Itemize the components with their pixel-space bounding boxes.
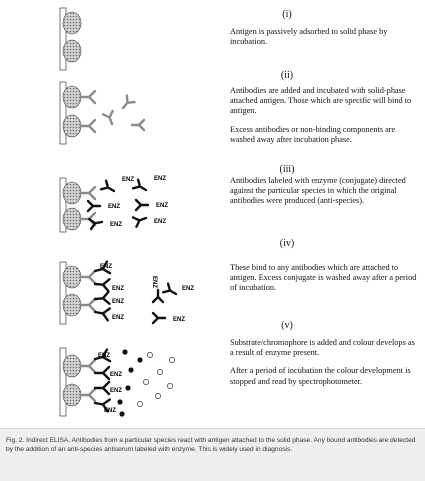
step-paragraph: Antibodies are added and incubated with solid-phase attached antigen. Those which are specific will bind to antigen. <box>230 86 412 116</box>
solid-phase-iv <box>60 262 124 324</box>
enz-label: ENZ <box>110 372 122 378</box>
solid-phase-i <box>60 8 81 70</box>
step-description <box>230 86 420 153</box>
figure-caption: Fig. 2. Indirect ELISA. Antibodies from a particular species react with antigen attached to the solid phase. Any bound antibodies are detected by the addition of an anti-species antiserum labeled with enzyme. This is widely used in diagnosis. <box>6 437 416 454</box>
step-label: (iv) <box>279 238 295 249</box>
enz-label: ENZ <box>110 222 122 228</box>
enz-label: ENZ <box>104 408 116 414</box>
step-description <box>230 263 420 302</box>
step-description <box>230 27 420 55</box>
chromophore-dots <box>117 349 174 416</box>
step-paragraph: Antibodies labeled with enzyme (conjugate) directed against the particular species in which the original antibodies were produced (anti-species). <box>230 176 406 206</box>
enz-label: ENZ <box>173 317 185 323</box>
enz-label: ENZ <box>154 176 166 182</box>
enzyme-conjugates-iii <box>88 176 168 229</box>
enz-label: ENZ <box>98 353 110 359</box>
step-paragraph: Excess antibodies or non-binding components are washed away after incubation phase. <box>230 124 396 144</box>
enz-label: ENZ <box>100 264 112 270</box>
solid-phase-iii <box>60 178 95 232</box>
step-paragraph: These bind to any antibodies which are attached to antigen. Excess conjugate is washed away after a period of incubation. <box>230 263 417 293</box>
step-paragraph: Antigen is passively adsorbed to solid phase by incubation. <box>230 27 388 47</box>
enz-label: ENZ <box>151 276 157 288</box>
enz-label: ENZ <box>182 286 194 292</box>
step-label: (iii) <box>279 164 295 175</box>
step-paragraph: Substrate/chromophore is added and colour develops as a result of enzyme present. <box>230 338 415 358</box>
step-paragraph: After a period of incubation the colour development is stopped and read by spectrophotometer. <box>230 366 411 386</box>
solid-phase-ii <box>60 82 144 144</box>
enz-label: ENZ <box>108 204 120 210</box>
enz-label: ENZ <box>112 315 124 321</box>
step-label: (i) <box>282 9 292 20</box>
enz-label: ENZ <box>154 219 166 225</box>
enz-label: ENZ <box>156 203 168 209</box>
step-description <box>230 176 420 215</box>
solid-phase-v <box>60 348 122 416</box>
enz-label: ENZ <box>122 177 134 183</box>
step-description <box>230 338 420 395</box>
enz-label: ENZ <box>112 299 124 305</box>
enz-label: ENZ <box>110 388 122 394</box>
step-label: (ii) <box>280 70 294 81</box>
free-conjugates-iv <box>151 276 194 323</box>
step-label: (v) <box>281 320 293 331</box>
enz-label: ENZ <box>112 286 124 292</box>
